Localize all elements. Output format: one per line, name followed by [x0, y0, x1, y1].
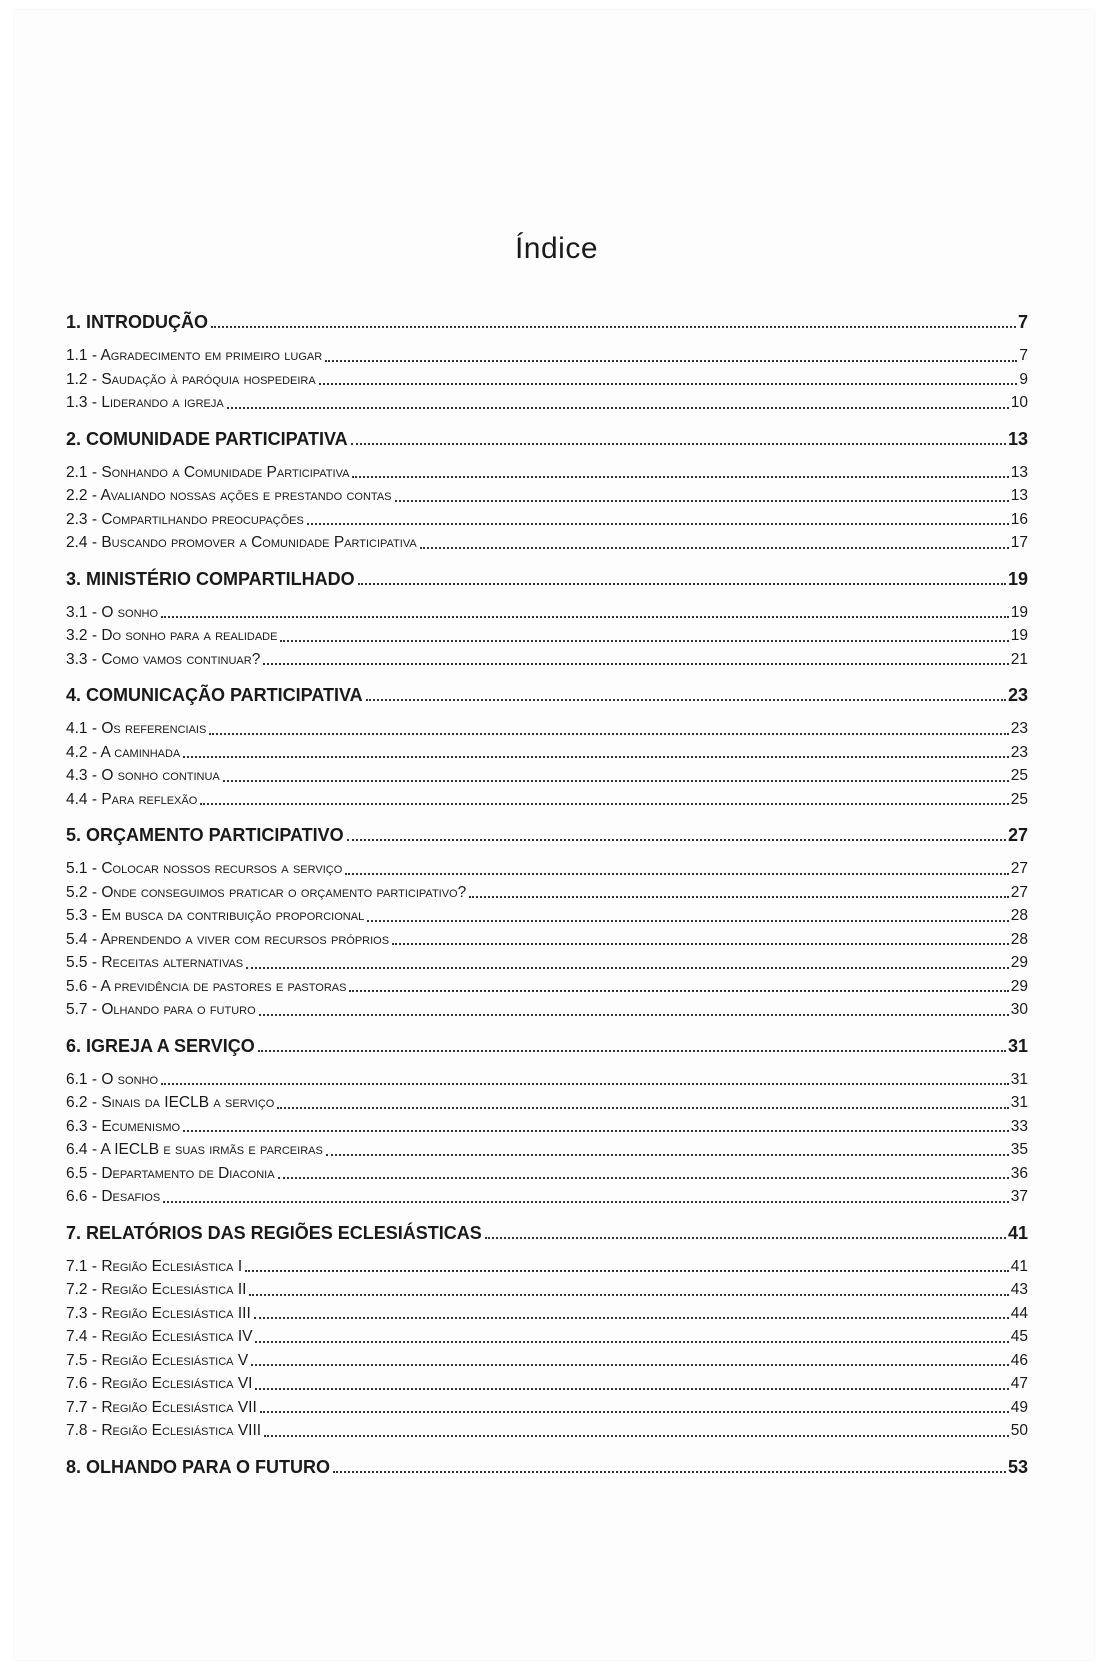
toc-entry-row[interactable] — [66, 717, 1028, 741]
toc-chapter-group — [66, 310, 1028, 415]
toc-entry-page: 44 — [1010, 1304, 1028, 1322]
toc-chapter-group — [66, 567, 1028, 672]
toc-chapter-label: 3. MINISTÉRIO COMPARTILHADO — [66, 568, 355, 589]
toc-entry-page: 31 — [1010, 1070, 1028, 1088]
toc-entry-label: 4.1 - Os referenciais — [66, 720, 207, 737]
toc-chapter-page: 7 — [1017, 312, 1028, 332]
dot-leader — [255, 1341, 1008, 1343]
dot-leader — [223, 780, 1009, 782]
toc-chapter-page: 31 — [1007, 1035, 1028, 1056]
toc-chapter-row[interactable] — [66, 567, 1028, 591]
toc-entry-label: 7.3 - Região Eclesiástica III — [66, 1304, 251, 1322]
toc-entry-label: 7.8 - Região Eclesiástica VIII — [66, 1422, 262, 1439]
toc-entry-page: 31 — [1010, 1094, 1028, 1111]
dot-leader — [326, 1154, 1009, 1156]
toc-entry-label: 1.1 - Agradecimento em primeiro lugar — [66, 347, 323, 364]
toc-chapter-label: 8. OLHANDO PARA O FUTURO — [66, 1456, 330, 1477]
toc-entry-page: 13 — [1010, 463, 1028, 481]
dot-leader — [277, 1107, 1008, 1109]
toc-entry-row[interactable] — [66, 344, 1028, 368]
toc-entry-page: 47 — [1010, 1375, 1028, 1392]
toc-entry-row[interactable] — [66, 648, 1028, 672]
dot-leader — [351, 443, 1006, 445]
toc-chapter-row[interactable] — [66, 427, 1028, 451]
toc-entry-label: 6.5 - Departamento de Diaconia — [66, 1164, 275, 1182]
dot-leader — [246, 967, 1009, 969]
toc-chapter-label: 2. COMUNIDADE PARTICIPATIVA — [66, 428, 348, 449]
toc-chapter-page: 23 — [1007, 685, 1028, 705]
toc-entry-label: 6.2 - Sinais da IECLB a serviço — [66, 1094, 275, 1111]
dot-leader — [254, 1317, 1009, 1319]
toc-entry-row[interactable] — [66, 881, 1028, 905]
toc-chapter-label: 6. IGREJA A SERVIÇO — [66, 1035, 255, 1056]
toc-entry-row[interactable] — [66, 1419, 1028, 1443]
dot-leader — [392, 943, 1009, 945]
toc-chapter-group — [66, 1455, 1028, 1479]
toc-entry-row[interactable] — [66, 788, 1028, 812]
toc-chapter-page: 19 — [1007, 568, 1028, 589]
toc-entry-row[interactable] — [66, 1278, 1028, 1302]
toc-entry-page: 28 — [1010, 930, 1028, 948]
toc-entry-row[interactable] — [66, 998, 1028, 1022]
toc-entry-row[interactable] — [66, 1091, 1028, 1115]
dot-leader — [358, 583, 1006, 585]
toc-chapter-row[interactable] — [66, 1221, 1028, 1245]
toc-entry-label: 2.4 - Buscando promover a Comunidade Participativa — [66, 534, 417, 551]
toc-entry-label: 7.5 - Região Eclesiástica V — [66, 1351, 249, 1369]
toc-entry-label: 6.1 - O sonho — [66, 1070, 159, 1088]
toc-entry-row[interactable] — [66, 508, 1028, 532]
toc-entry-label: 2.2 - Avaliando nossas ações e prestando contas — [66, 487, 392, 504]
toc-entry-page: 49 — [1010, 1398, 1028, 1416]
toc-chapter-row[interactable] — [66, 1455, 1028, 1479]
toc-entry-label: 5.4 - Aprendendo a viver com recursos próprios — [66, 930, 390, 948]
dot-leader — [319, 383, 1018, 385]
dot-leader — [183, 756, 1008, 758]
dot-leader — [258, 1050, 1006, 1052]
toc-entry-label: 4.3 - O sonho continua — [66, 767, 220, 784]
toc-entry-label: 5.3 - Em busca da contribuição proporcional — [66, 907, 365, 924]
toc-entry-row[interactable] — [66, 1396, 1028, 1420]
toc-entry-row[interactable] — [66, 857, 1028, 881]
toc-entry-page: 43 — [1010, 1281, 1028, 1298]
toc-entry-row[interactable] — [66, 531, 1028, 555]
toc-chapter-group — [66, 1221, 1028, 1443]
dot-leader — [161, 1083, 1009, 1085]
toc-entry-row[interactable] — [66, 741, 1028, 765]
toc-entry-label: 6.3 - Ecumenismo — [66, 1117, 181, 1135]
toc-chapter-row[interactable] — [66, 1034, 1028, 1058]
toc-entry-label: 2.3 - Compartilhando preocupações — [66, 510, 304, 528]
dot-leader — [200, 803, 1008, 805]
toc-entry-row[interactable] — [66, 391, 1028, 415]
toc-entry-row[interactable] — [66, 1255, 1028, 1279]
table-of-contents — [66, 310, 1028, 1491]
toc-entry-page: 30 — [1010, 1001, 1028, 1018]
dot-leader — [352, 476, 1008, 478]
toc-entry-page: 36 — [1010, 1164, 1028, 1182]
toc-entry-page: 45 — [1010, 1328, 1028, 1345]
toc-entry-page: 27 — [1010, 860, 1028, 877]
toc-entry-label: 7.1 - Região Eclesiástica I — [66, 1257, 243, 1275]
dot-leader — [259, 1014, 1009, 1016]
toc-entry-page: 19 — [1010, 603, 1028, 621]
toc-entry-page: 25 — [1010, 790, 1028, 808]
toc-chapter-page: 27 — [1007, 825, 1028, 845]
dot-leader — [211, 326, 1016, 328]
dot-leader — [395, 500, 1009, 502]
dot-leader — [249, 1294, 1008, 1296]
dot-leader — [325, 360, 1017, 362]
toc-entry-row[interactable] — [66, 484, 1028, 508]
toc-entry-row[interactable] — [66, 1372, 1028, 1396]
dot-leader — [333, 1471, 1006, 1473]
dot-leader — [161, 616, 1009, 618]
dot-leader — [469, 896, 1009, 898]
dot-leader — [264, 1435, 1009, 1437]
toc-chapter-label: 7. RELATÓRIOS DAS REGIÕES ECLESIÁSTICAS — [66, 1222, 482, 1243]
dot-leader — [227, 407, 1009, 409]
toc-entry-label: 3.1 - O sonho — [66, 603, 159, 621]
toc-entry-row[interactable] — [66, 764, 1028, 788]
toc-entry-page: 33 — [1010, 1117, 1028, 1135]
toc-entry-page: 50 — [1010, 1422, 1028, 1439]
toc-chapter-page: 13 — [1007, 428, 1028, 449]
toc-entry-label: 2.1 - Sonhando a Comunidade Participativa — [66, 463, 350, 481]
toc-entry-page: 28 — [1010, 907, 1028, 924]
toc-chapter-group — [66, 427, 1028, 555]
dot-leader — [251, 1364, 1009, 1366]
toc-entry-row[interactable] — [66, 1138, 1028, 1162]
toc-entry-row[interactable] — [66, 624, 1028, 648]
toc-entry-page: 35 — [1010, 1141, 1028, 1158]
toc-entry-label: 7.2 - Região Eclesiástica II — [66, 1281, 247, 1298]
toc-entry-page: 41 — [1010, 1257, 1028, 1275]
toc-entry-page: 46 — [1010, 1351, 1028, 1369]
toc-entry-page: 17 — [1010, 534, 1028, 551]
dot-leader — [349, 990, 1008, 992]
toc-entry-row[interactable] — [66, 904, 1028, 928]
toc-entry-row[interactable] — [66, 601, 1028, 625]
dot-leader — [347, 839, 1006, 841]
toc-entry-row[interactable] — [66, 975, 1028, 999]
toc-entry-label: 5.6 - A previdência de pastores e pastoras — [66, 977, 347, 995]
toc-entry-label: 3.3 - Como vamos continuar? — [66, 650, 261, 668]
dot-leader — [263, 663, 1008, 665]
dot-leader — [163, 1201, 1009, 1203]
dot-leader — [209, 733, 1008, 735]
toc-chapter-group — [66, 683, 1028, 811]
toc-entry-row[interactable] — [66, 1185, 1028, 1209]
dot-leader — [260, 1411, 1009, 1413]
dot-leader — [420, 547, 1009, 549]
toc-entry-row[interactable] — [66, 1115, 1028, 1139]
toc-entry-label: 4.2 - A caminhada — [66, 743, 181, 761]
toc-entry-label: 1.2 - Saudação à paróquia hospedeira — [66, 370, 316, 388]
dot-leader — [280, 640, 1008, 642]
dot-leader — [307, 523, 1009, 525]
toc-entry-page: 13 — [1010, 487, 1028, 504]
toc-entry-label: 3.2 - Do sonho para a realidade — [66, 627, 278, 644]
toc-entry-row[interactable] — [66, 951, 1028, 975]
toc-entry-row[interactable] — [66, 1302, 1028, 1326]
page-title: Índice — [514, 232, 599, 265]
toc-entry-row[interactable] — [66, 461, 1028, 485]
toc-entry-label: 6.4 - A IECLB e suas irmãs e parceiras — [66, 1141, 323, 1158]
toc-entry-label: 5.5 - Receitas alternativas — [66, 954, 244, 971]
toc-entry-label: 1.3 - Liderando a igreja — [66, 394, 224, 411]
toc-entry-label: 5.7 - Olhando para o futuro — [66, 1001, 256, 1018]
dot-leader — [245, 1270, 1009, 1272]
toc-entry-page: 16 — [1010, 510, 1028, 528]
dot-leader — [367, 920, 1009, 922]
toc-entry-row[interactable] — [66, 1325, 1028, 1349]
toc-entry-label: 7.6 - Região Eclesiástica VI — [66, 1375, 253, 1392]
toc-entry-page: 9 — [1019, 370, 1028, 388]
toc-entry-page: 7 — [1019, 347, 1028, 364]
toc-entry-page: 21 — [1010, 650, 1028, 668]
toc-entry-row[interactable] — [66, 1162, 1028, 1186]
toc-entry-label: 7.4 - Região Eclesiástica IV — [66, 1328, 253, 1345]
toc-chapter-group — [66, 823, 1028, 1022]
toc-entry-page: 23 — [1010, 743, 1028, 761]
dot-leader — [278, 1177, 1009, 1179]
dot-leader — [485, 1237, 1006, 1239]
toc-chapter-label: 1. INTRODUÇÃO — [66, 312, 209, 332]
toc-entry-row[interactable] — [66, 928, 1028, 952]
toc-chapter-group — [66, 1034, 1028, 1209]
toc-entry-page: 25 — [1010, 767, 1028, 784]
toc-chapter-label: 5. ORÇAMENTO PARTICIPATIVO — [66, 825, 344, 845]
toc-entry-row[interactable] — [66, 368, 1028, 392]
toc-chapter-label: 4. COMUNICAÇÃO PARTICIPATIVA — [66, 685, 363, 705]
toc-chapter-row[interactable] — [66, 683, 1028, 707]
dot-leader — [255, 1388, 1008, 1390]
toc-entry-page: 29 — [1010, 954, 1028, 971]
toc-entry-page: 29 — [1010, 977, 1028, 995]
toc-entry-page: 10 — [1010, 394, 1028, 411]
toc-entry-label: 5.2 - Onde conseguimos praticar o orçamento participativo? — [66, 883, 467, 901]
toc-entry-page: 19 — [1010, 627, 1028, 644]
dot-leader — [345, 873, 1008, 875]
toc-chapter-page: 41 — [1007, 1222, 1028, 1243]
toc-entry-row[interactable] — [66, 1349, 1028, 1373]
toc-chapter-row[interactable] — [66, 823, 1028, 847]
toc-entry-label: 7.7 - Região Eclesiástica VII — [66, 1398, 257, 1416]
dot-leader — [366, 699, 1006, 701]
toc-entry-label: 4.4 - Para reflexão — [66, 790, 198, 808]
toc-entry-label: 6.6 - Desafios — [66, 1188, 161, 1205]
toc-entry-row[interactable] — [66, 1068, 1028, 1092]
toc-chapter-page: 53 — [1007, 1456, 1028, 1477]
toc-entry-page: 37 — [1010, 1188, 1028, 1205]
dot-leader — [183, 1130, 1009, 1132]
toc-entry-label: 5.1 - Colocar nossos recursos a serviço — [66, 860, 343, 877]
toc-chapter-row[interactable] — [66, 310, 1028, 334]
toc-entry-page: 27 — [1010, 883, 1028, 901]
toc-entry-page: 23 — [1010, 720, 1028, 737]
